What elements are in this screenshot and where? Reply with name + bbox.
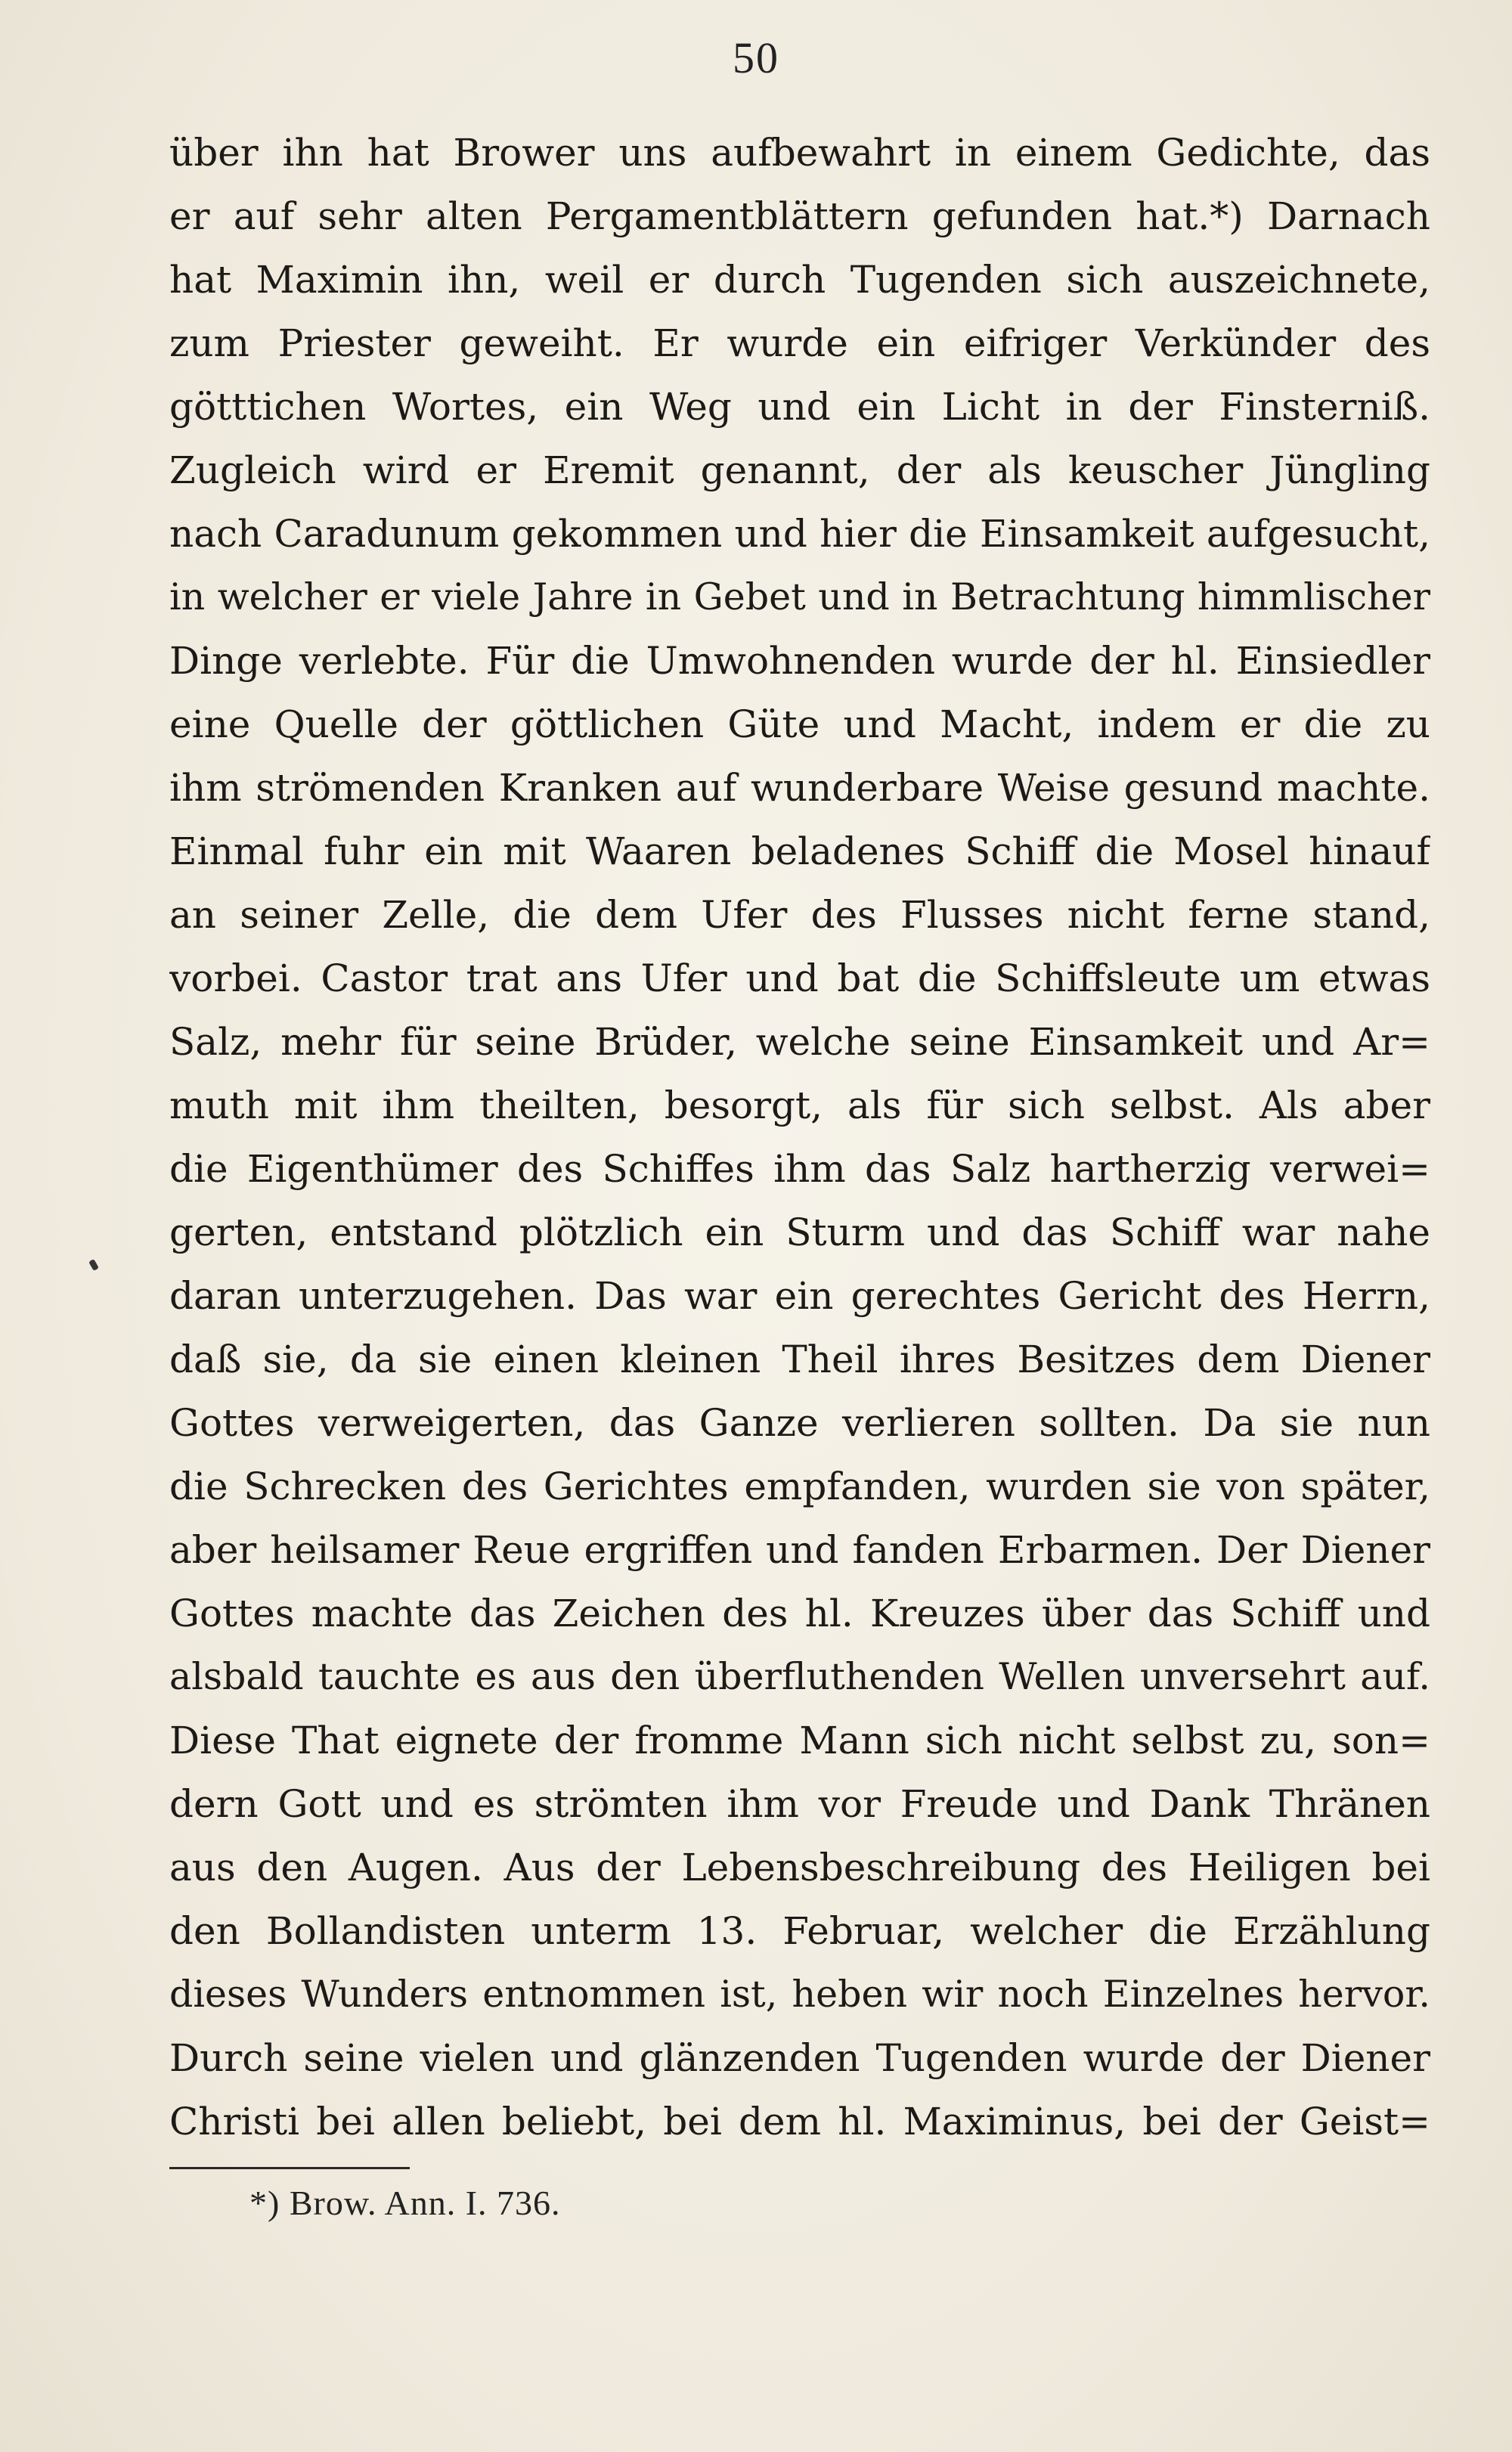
ink-speck [88,1259,99,1271]
text-line: Zugleich wird er Eremit genannt, der als keuscher Jüngling [169,448,1430,492]
text-line: daß sie, da sie einen kleinen Theil ihres Besitzes dem Diener [169,1338,1430,1381]
text-line: aus den Augen. Aus der Lebensbeschreibung des Heiligen bei [169,1846,1430,1889]
text-line: den Bollandisten unterm 13. Februar, welcher die Erzählung [169,1909,1430,1953]
text-line: eine Quelle der göttlichen Güte und Macht, indem er die zu [169,702,1430,746]
text-line: zum Priester geweiht. Er wurde ein eifriger Verkünder des [169,321,1430,365]
footnote-divider [169,2167,410,2169]
text-line: götttichen Wortes, ein Weg und ein Licht in der Finsterniß. [169,385,1430,429]
text-line: muth mit ihm theilten, besorgt, als für sich selbst. Als aber [169,1083,1430,1127]
footnote: *) Brow. Ann. I. 736. [249,2184,561,2222]
text-line: in welcher er viele Jahre in Gebet und in Betrachtung himmlischer [169,575,1430,618]
text-line: aber heilsamer Reue ergriffen und fanden Erbarmen. Der Diener [169,1528,1430,1572]
text-line: dieses Wunders entnommen ist, heben wir noch Einzelnes hervor. [169,1973,1430,2016]
text-line: Einmal fuhr ein mit Waaren beladenes Schiff die Mosel hinauf [169,829,1430,873]
text-line: alsbald tauchte es aus den überfluthenden Wellen unversehrt auf. [169,1655,1430,1698]
text-line: die Schrecken des Gerichtes empfanden, wurden sie von später, [169,1465,1430,1508]
text-line: Gottes machte das Zeichen des hl. Kreuzes über das Schiff und [169,1592,1430,1635]
text-line: daran unterzugehen. Das war ein gerechtes Gericht des Herrn, [169,1274,1430,1318]
text-line: die Eigenthümer des Schiffes ihm das Salz hartherzig verwei= [169,1147,1430,1191]
text-line: hat Maximin ihn, weil er durch Tugenden sich auszeichnete, [169,258,1430,302]
text-line: Gottes verweigerten, das Ganze verlieren sollten. Da sie nun [169,1401,1430,1445]
text-line: er auf sehr alten Pergamentblättern gefunden hat.*) Darnach [169,194,1430,238]
text-line: ihm strömenden Kranken auf wunderbare Weise gesund machte. [169,766,1430,810]
text-line: vorbei. Castor trat ans Ufer und bat die Schiffsleute um etwas [169,956,1430,1000]
text-line: an seiner Zelle, die dem Ufer des Flusses nicht ferne stand, [169,893,1430,937]
text-line: Diese That eignete der fromme Mann sich nicht selbst zu, son= [169,1719,1430,1762]
text-line: Salz, mehr für seine Brüder, welche seine Einsamkeit und Ar= [169,1020,1430,1064]
text-line: gerten, entstand plötzlich ein Sturm und das Schiff war nahe [169,1211,1430,1254]
text-line: Dinge verlebte. Für die Umwohnenden wurde der hl. Einsiedler [169,639,1430,683]
text-line: Durch seine vielen und glänzenden Tugenden wurde der Diener [169,2036,1430,2080]
body-text [169,121,1430,2153]
page-number: 50 [733,33,779,82]
text-line: dern Gott und es strömten ihm vor Freude und Dank Thränen [169,1782,1430,1826]
text-line: Christi bei allen beliebt, bei dem hl. Maximinus, bei der Geist= [169,2100,1430,2144]
text-line: nach Caradunum gekommen und hier die Einsamkeit aufgesucht, [169,512,1430,556]
text-line: über ihn hat Brower uns aufbewahrt in einem Gedichte, das [169,131,1430,175]
